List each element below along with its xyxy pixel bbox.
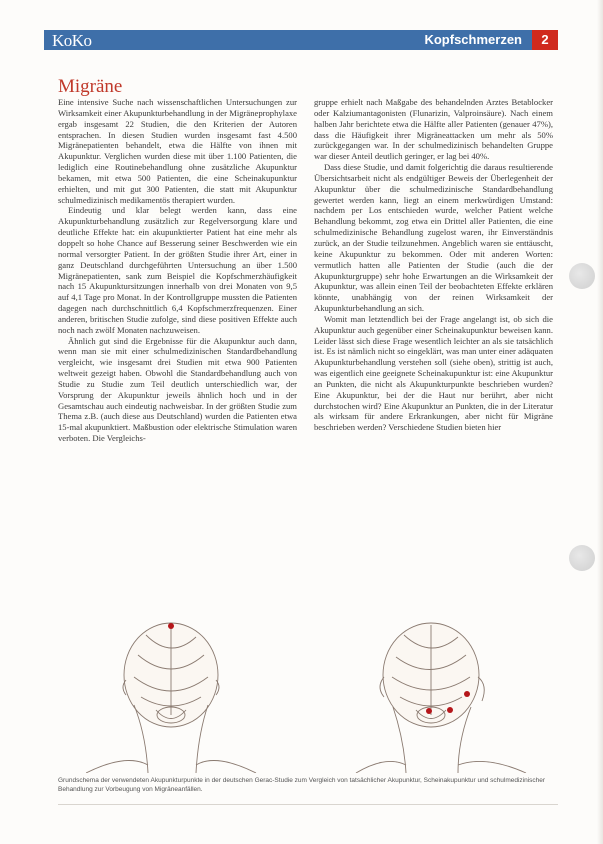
header-bar bbox=[44, 30, 558, 50]
right-column bbox=[314, 97, 553, 433]
acupoint-marker bbox=[464, 691, 470, 697]
paragraph: Dass diese Studie, und damit folgerichtig die daraus resultierende Übersichtsarbeit nicht als endgültiger Beweis der Überlegenheit der Akupunktur über die schulmedizinische Standardbehandlung gewertet werden kann, liegt an einem merkwürdigen Umstand: nachdem per Los entschieden wurde, welcher Patient welche Behandlung bekommt, zog etwa ein Drittel aller Patienten, die eine schulmedizinische Behandlung zugelost waren, ihr Einverständnis zurück, an der Studie teilzunehmen. Angeblich waren sie enttäuscht, keine Akupunktur zu bekommen. Oder mit anderen Worten: vermutlich hatten alle Patienten der Studie (auch die der Akupunkturgruppe) sehr hohe Erwartungen an die Wirksamkeit der Akupunktur, was allein einen Teil der beobachteten Effekte erklären könnte, unabhängig von der reinen Wirksamkeit der Akupunkturbehandlung an sich. bbox=[314, 162, 553, 314]
divider bbox=[58, 804, 558, 805]
paragraph: gruppe erhielt nach Maßgabe des behandelnden Arztes Betablocker oder Kalziumantagonisten (Flunarizin, Valproinsäure). Nach einem halben Jahr berichtete etwa die Hälfte aller Patienten (genauer 47%), dass die Häufigkeit ihrer Migräneattacken um mehr als 50% zurückgegangen war. In der schulmedizinisch behandelten Gruppe war dieser Anteil deutlich geringer, er lag bei 40%. bbox=[314, 97, 553, 162]
paragraph: Eine intensive Suche nach wissenschaftlichen Untersuchungen zur Wirksamkeit einer Akupunkturbehandlung in der Migräneprophylaxe ergab insgesamt 22 Studien, die den Kriterien der Autoren entsprachen. In diesen Studien wurden insgesamt fast 4.500 Migränepatienten behandelt, etwa die Hälfte von ihnen mit Akupunktur. Verglichen wurden diese mit über 1.100 Patienten, die lediglich eine Routinebehandlung ohne zusätzliche Akupunktur bekamen, mit etwa 500 Patienten, die eine Scheinakupunktur erhielten, und mit gut 300 Patienten, die statt mit Akupunktur schulmedizinisch medikamentös therapiert wurden. bbox=[58, 97, 297, 205]
acupuncture-head-illustration bbox=[86, 615, 546, 773]
head-back-view-right bbox=[356, 623, 526, 773]
article-title: Migräne bbox=[58, 76, 123, 97]
page-edge-shadow bbox=[597, 0, 603, 844]
acupoint-marker bbox=[426, 708, 432, 714]
acupoint-marker bbox=[447, 707, 453, 713]
magazine-logo: KoKo bbox=[52, 31, 92, 50]
page-number: 2 bbox=[532, 30, 558, 50]
head-back-view-left bbox=[86, 623, 256, 773]
binder-hole bbox=[569, 263, 595, 289]
left-column bbox=[58, 97, 297, 444]
paragraph: Womit man letztendlich bei der Frage angelangt ist, ob sich die Akupunktur auch gegenüber einer Scheinakupunktur beweisen kann. Leider lässt sich diese Frage wesentlich leichter an als sie tatsächlich ist. Es ist nämlich nicht so eingeklärt, was man unter einer adäquaten Akupunkturbehandlung verstehen soll (siehe oben), strittig ist auch, was eigentlich eine geeignete Scheinakupunktur ist: eine Akupunktur an Punkten, die nicht als Akupunkturpunkte beschrieben wurden? Eine Akupunktur, bei der die Haut nur berührt, aber nicht durchstochen wird? Eine Akupunktur an Punkten, die in der Literatur als wirksam für andere Erkrankungen, aber nicht für Migräne beschrieben werden? Verschiedene Studien bieten hier bbox=[314, 313, 553, 433]
paragraph: Eindeutig und klar belegt werden kann, dass eine Akupunkturbehandlung zusätzlich zur Regelversorgung klare und deutliche Effekte hat: ein akupunktierter Patient hat eine mehr als doppelt so hohe Chance auf Besserung seiner Beschwerden wie ein normal versorgter Patient. In der größten Studie ihrer Art, einer in ganz Deutschland durchgeführten Untersuchung an über 1.500 Migränepatienten, sank zum Beispiel die Kopfschmerzhäufigkeit nach 15 Akupunktursitzungen innerhalb von drei Monaten von 9,5 auf 4,1 Tage pro Monat. In der Kontrollgruppe mussten die Patienten dagegen nach durchschnittlich 6,4 Kopfschmerzfrequenzen. Einer anderen, britischen Studie zufolge, sind diese positiven Effekte auch noch nach zwölf Monaten nachzuweisen. bbox=[58, 205, 297, 335]
paragraph: Ähnlich gut sind die Ergebnisse für die Akupunktur auch dann, wenn man sie mit einer schulmedizinischen Standardbehandlung vergleicht, wie insgesamt drei Studien mit etwa 900 Patienten weltweit gezeigt haben. Obwohl die Standardbehandlung auch von Studie zu Studie zum Teil deutlich unterschiedlich war, der Vorsprung der Akupunktur jeweils ähnlich hoch und in der Gesamtschau auch eindeutig nachweisbar. In der größten Studie zum Thema z.B. (auch diese aus Deutschland) wurden die Patienten etwa 15-mal akupunktiert. Maßbustion oder elektrische Stimulation waren verboten. Die Vergleichs- bbox=[58, 335, 297, 444]
section-title: Kopfschmerzen bbox=[424, 32, 522, 47]
acupoint-marker bbox=[168, 623, 174, 629]
binder-hole bbox=[569, 545, 595, 571]
figure-caption: Grundschema der verwendeten Akupunkturpunkte in der deutschen Gerac-Studie zum Vergleich von tatsächlicher Akupunktur, Scheinakupunktur und schulmedizinischer Behandlung zur Vorbeugung von Migräneanfällen. bbox=[58, 777, 546, 793]
